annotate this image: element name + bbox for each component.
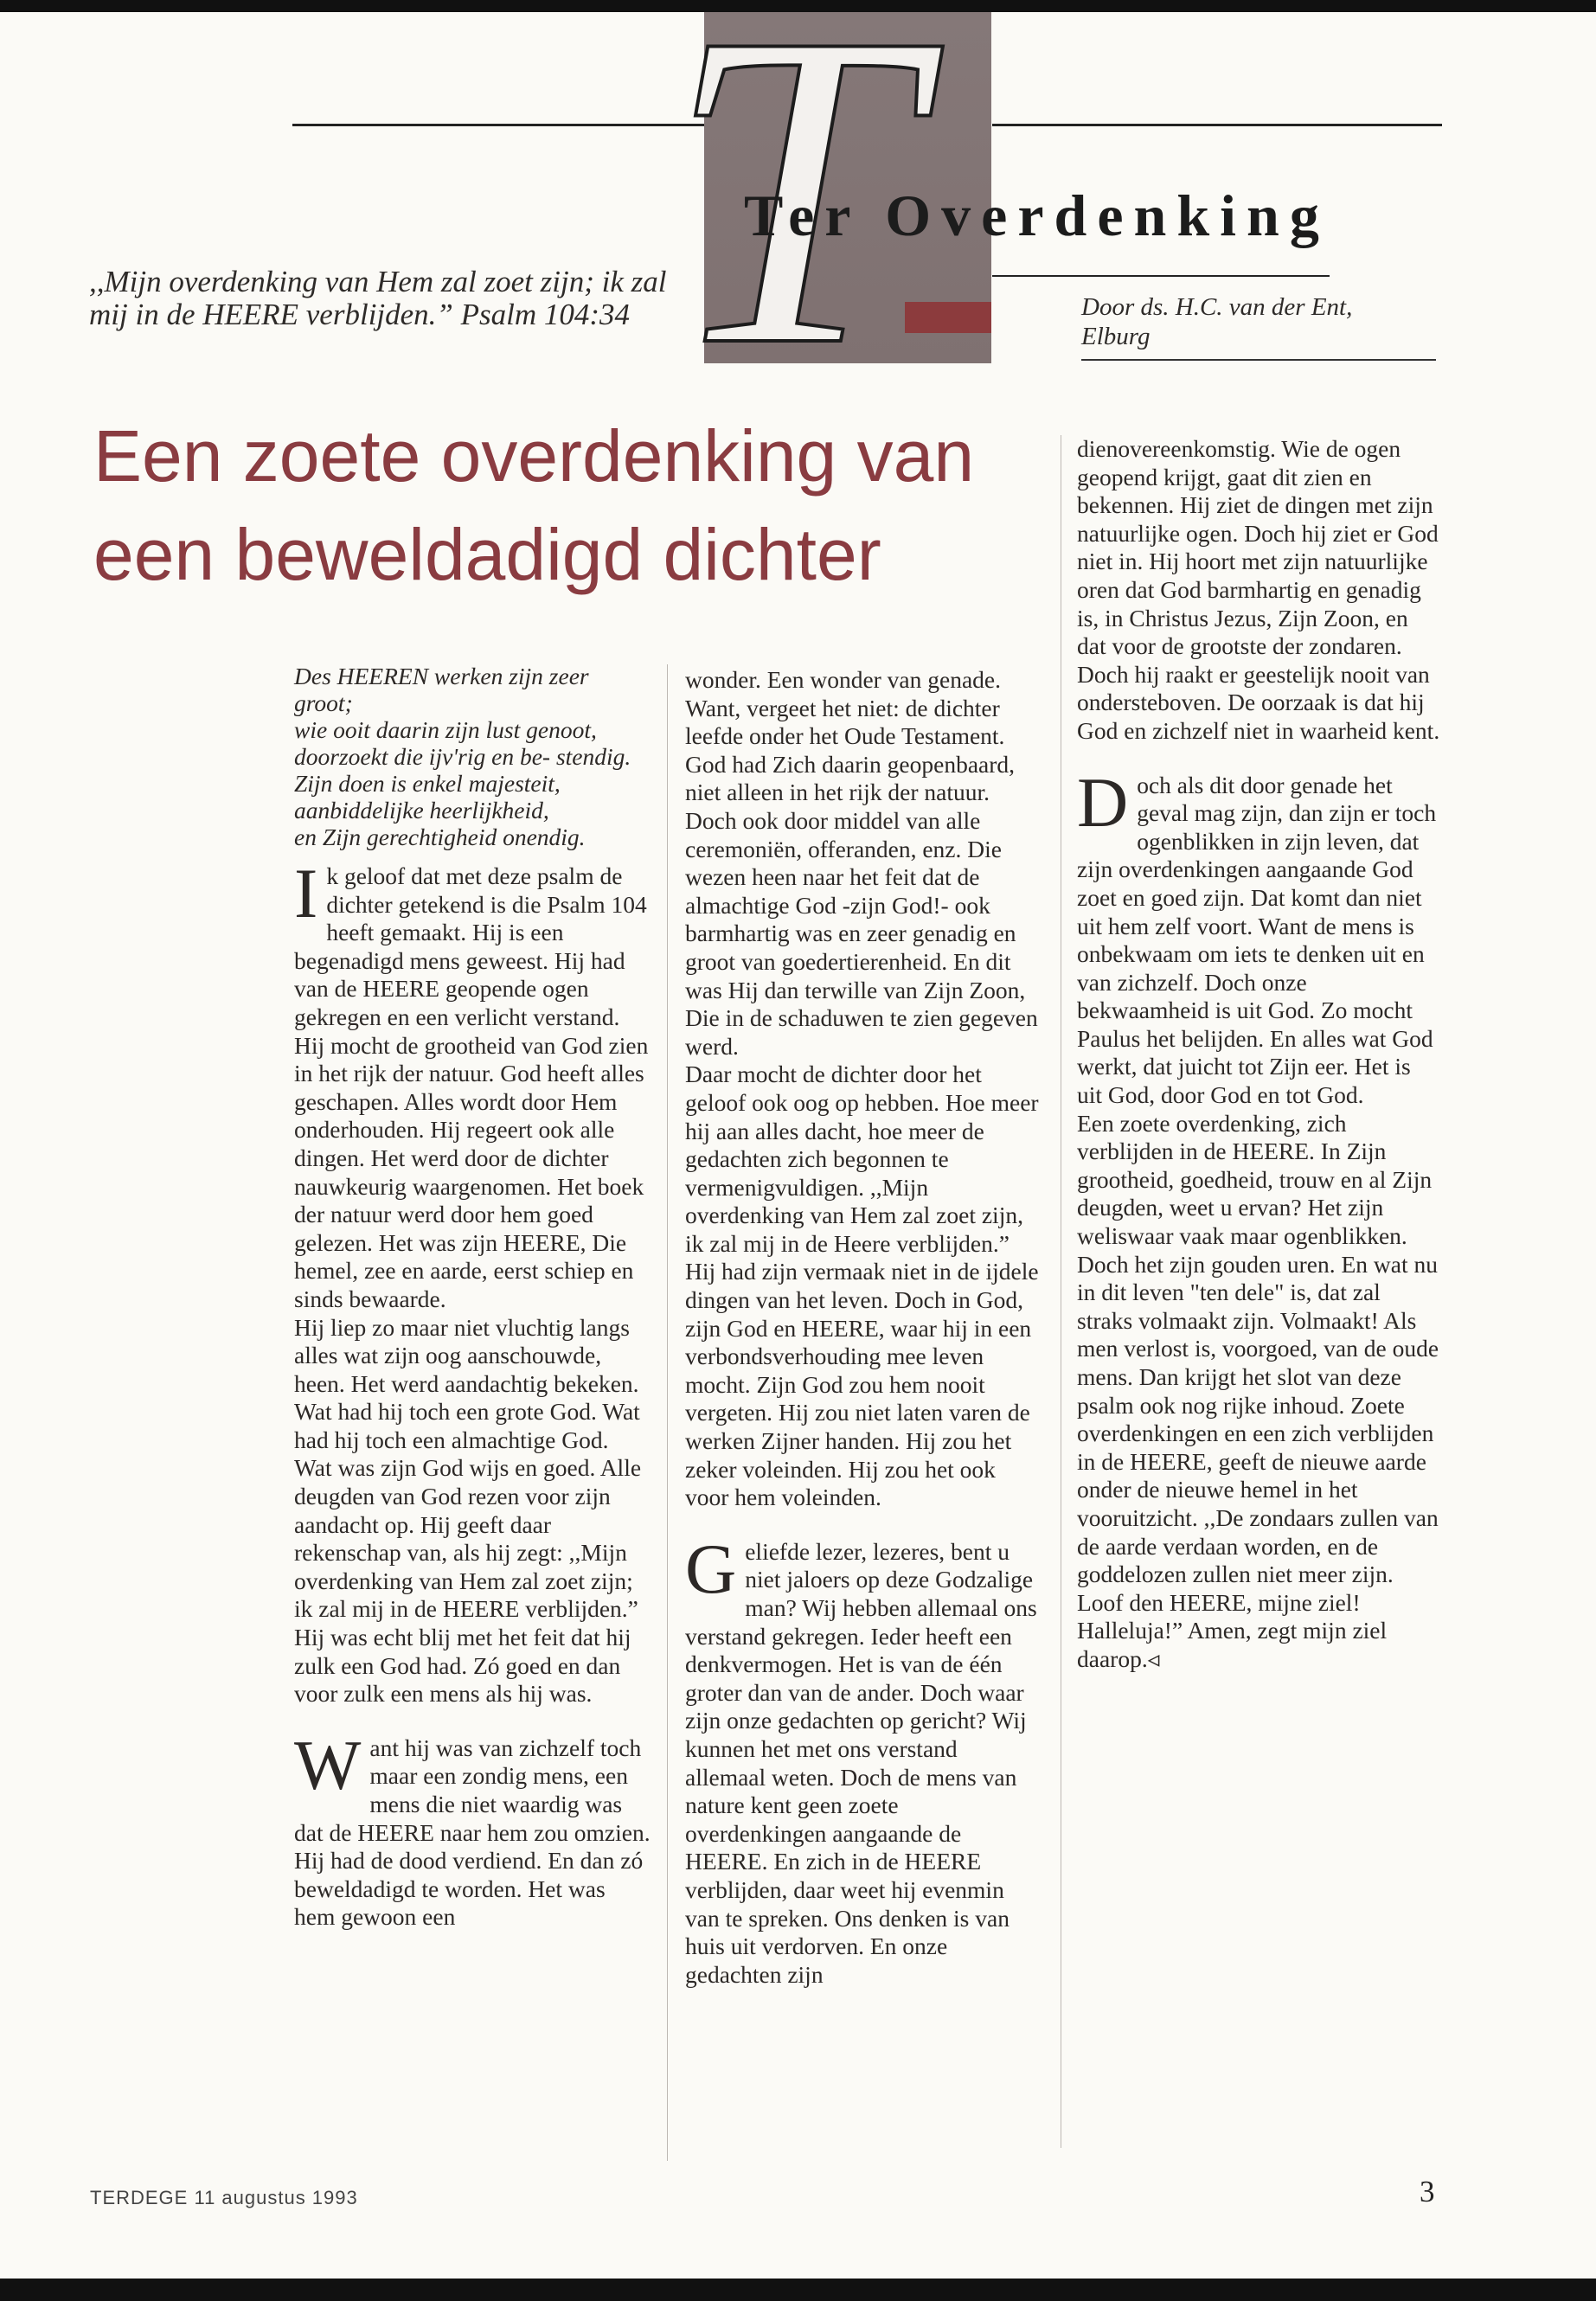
bottom-border xyxy=(0,2279,1596,2301)
paragraph: Hij liep zo maar niet vluchtig langs alles wat zijn oog aanschouwde, heen. Het werd aandachtig bekeken. Wat had hij toch een grote God. Wat had hij toch een almachtige God. Wat was zijn God wijs en goed. Alle deugden van God rezen voor zijn aandacht op. Hij geeft daar rekenschap van, als hij zegt: ,,Mijn overdenking van Hem zal zoet zijn; ik zal mij in de HEERE verblijden.” Hij was echt blij met het feit dat hij zulk een God had. Zó goed en dan voor zulk een mens als hij was. xyxy=(294,1313,642,1708)
title-rule xyxy=(992,275,1330,277)
paragraph-text: k geloof dat met deze psalm de dichter getekend is die Psalm 104 heeft gemaakt. Hij is een begenadigd mens geweest. Hij had van de HEERE geopende ogen gekregen en een verlicht verstand. Hij mocht de grootheid van God zien in het rijk der natuur. God heeft alles geschapen. Alles wordt door Hem onderhouden. Hij regeert ook alle dingen. Het werd door de dichter nauwkeurig waargenomen. Het boek der natuur werd door hem goed gelezen. Het was zijn HEERE, Die hemel, zee en aarde, eerst schiep en sinds bewaarde. xyxy=(294,862,649,1312)
article-column-3 xyxy=(1077,435,1440,1674)
paragraph-text: ant hij was van zichzelf toch maar een zondig mens, een mens die niet waardig was dat de HEERE naar hem zou omzien. Hij had de dood verdiend. En dan zó beweldadigd te worden. Het was hem gewoon een xyxy=(294,1734,651,1931)
article-headline: Een zoete overdenking van een beweldadigd dichter xyxy=(93,415,975,595)
paragraph xyxy=(685,1529,1040,1990)
author-byline: Door ds. H.C. van der Ent, Elburg xyxy=(1081,293,1353,350)
paragraph-text: och als dit door genade het geval mag zijn, dan zijn er toch ogenblikken in zijn leven, dat zijn overdenkingen aangaande God zoet en goed zijn. Dat komt dan niet uit hem zelf voort. Want de mens is onbekwaam om iets te denken uit en van zichzelf. Doch onze bekwaamheid is uit God. Zo mocht Paulus het belijden. En alles wat God werkt, dat juicht tot Zijn eer. Het is uit God, door God en tot God. xyxy=(1077,771,1437,1109)
section-title: Ter Overdenking xyxy=(744,183,1330,248)
poem-line: en Zijn gerechtigheid onendig. xyxy=(294,824,586,850)
poem-line: doorzoekt die ijv'rig en be- stendig. xyxy=(294,743,631,770)
drop-cap: I xyxy=(294,854,318,933)
poem-line: wie ooit daarin zijn lust genoot, xyxy=(294,716,597,743)
poem-line: Des HEEREN werken zijn zeer groot; xyxy=(294,663,589,716)
header-rule-right xyxy=(992,124,1442,126)
header-accent-block xyxy=(905,302,991,333)
column-divider xyxy=(667,664,668,2161)
paragraph: wonder. Een wonder van genade. Want, vergeet het niet: de dichter leefde onder het Oude Testament. God had Zich daarin geopenbaard, niet alleen in het rijk der natuur. Doch ook door middel van alle ceremoniën, offeranden, enz. Die wezen heen naar het feit dat de almachtige God -zijn God!- ook barmhartig was en zeer genadig en groot van goedertierenheid. En dit was Hij dan terwille van Zijn Zoon, Die in de schaduwen te zien gegeven werd. xyxy=(685,666,1038,1060)
paragraph: Een zoete overdenking, zich verblijden in de HEERE. In Zijn grootheid, goedheid, trouw en al Zijn deugden, weet u ervan? Het zijn weliswaar vaak maar ogenblikken. Doch het zijn gouden uren. En wat nu in dit leven "ten dele" is, dat zal straks volmaakt zijn. Volmaakt! Als men verlost is, voorgoed, van de oude mens. Dan krijgt het slot van deze psalm ook nog rijke inhoud. Zoete overdenkingen en een zich verblijden in de HEERE, geeft de nieuwe aarde onder de nieuwe hemel in het vooruitzicht. ,,De zondaars zullen van de aarde verdaan worden, en de goddelozen zullen niet meer zijn. Loof den HEERE, mijne ziel! Halleluja!” Amen, zegt mijn ziel daarop.◃ xyxy=(1077,1109,1439,1672)
poem-verse xyxy=(294,663,651,850)
paragraph-text: eliefde lezer, lezeres, bent u niet jaloers op deze Godzalige man? Wij hebben allemaal ons verstand gekregen. Ieder heeft een denkvermogen. Het is van de één groter dan van de ander. Doch waar zijn onze gedachten op gericht? Wij kunnen het met ons verstand allemaal weten. Doch de mens van nature kent geen zoete overdenkingen aangaande de HEERE. En zich in de HEERE verblijden, daar weet hij evenmin van te spreken. Ons denken is van huis uit verdorven. En onze gedachten zijn xyxy=(685,1537,1037,1988)
drop-cap: W xyxy=(294,1725,362,1804)
footer-magazine-date: TERDEGE 11 augustus 1993 xyxy=(90,2187,358,2208)
paragraph xyxy=(294,854,651,1314)
paragraph xyxy=(294,1725,651,1932)
author-rule xyxy=(1081,359,1436,361)
paragraph: dienovereenkomstig. Wie de ogen geopend krijgt, gaat dit zien en bekennen. Hij ziet de dingen met zijn natuurlijke ogen. Doch hij ziet er God niet in. Hij hoort met zijn natuurlijke oren dat God barmhartig en genadig is, in Christus Jezus, Zijn Zoon, en dat voor de grootste der zondaren. Doch hij raakt er geestelijk nooit van ondersteboven. De oorzaak is dat hij God en zichzelf niet in waarheid kent. xyxy=(1077,435,1440,744)
poem-line: aanbiddelijke heerlijkheid, xyxy=(294,797,549,824)
poem-line: Zijn doen is enkel majesteit, xyxy=(294,770,561,797)
drop-cap: G xyxy=(685,1529,737,1608)
article-column-2 xyxy=(685,666,1040,1989)
motto-quote: ,,Mijn overdenking van Hem zal zoet zijn; ik zal mij in de HEERE verblijden.” Psalm 104:34 xyxy=(89,265,667,331)
drop-cap: D xyxy=(1077,762,1129,842)
initial-t-logo: T xyxy=(666,0,917,439)
page-number: 3 xyxy=(1420,2175,1435,2208)
header-rule-left xyxy=(292,124,706,126)
article-column-1 xyxy=(294,663,651,1932)
paragraph: Daar mocht de dichter door het geloof ook oog op hebben. Hoe meer hij aan alles dacht, hoe meer de gedachten zich begonnen te vermenigvuldigen. ,,Mijn overdenking van Hem zal zoet zijn, ik zal mij in de Heere verblijden.” Hij had zijn vermaak niet in de ijdele dingen van het leven. Doch in God, zijn God en HEERE, waar hij in een verbondsverhouding mee leven mocht. Zijn God zou hem nooit vergeten. Hij zou niet laten varen de werken Zijner handen. Hij zou het zeker voleinden. Hij zou het ook voor hem voleinden. xyxy=(685,1061,1039,1511)
paragraph xyxy=(1077,762,1440,1110)
